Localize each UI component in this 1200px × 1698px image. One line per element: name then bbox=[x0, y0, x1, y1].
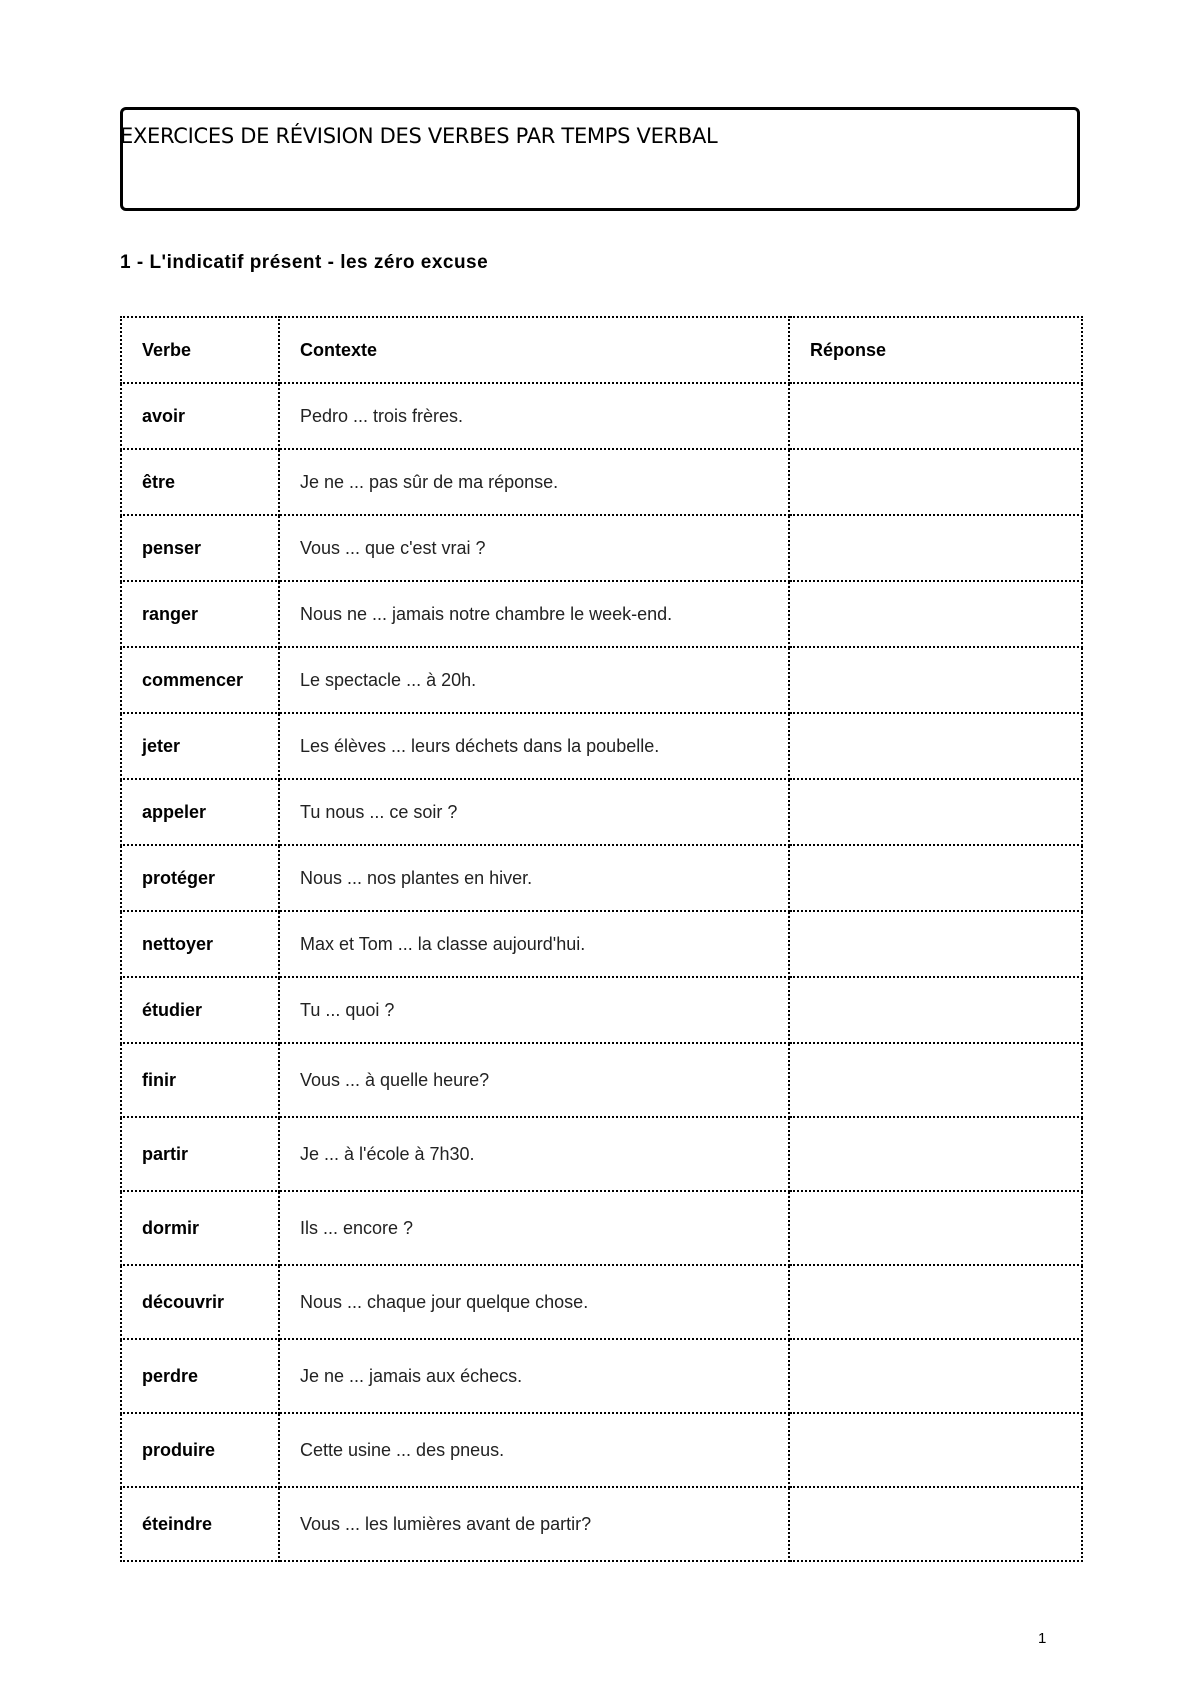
context-cell: Les élèves ... leurs déchets dans la poubelle. bbox=[279, 713, 789, 779]
answer-cell[interactable] bbox=[789, 1413, 1082, 1487]
context-cell: Vous ... les lumières avant de partir? bbox=[279, 1487, 789, 1561]
table-row bbox=[121, 977, 1082, 1043]
answer-cell[interactable] bbox=[789, 845, 1082, 911]
table-row bbox=[121, 1339, 1082, 1413]
answer-cell[interactable] bbox=[789, 515, 1082, 581]
verb-cell: découvrir bbox=[121, 1265, 279, 1339]
context-cell: Max et Tom ... la classe aujourd'hui. bbox=[279, 911, 789, 977]
context-cell: Le spectacle ... à 20h. bbox=[279, 647, 789, 713]
answer-cell[interactable] bbox=[789, 647, 1082, 713]
context-cell: Vous ... que c'est vrai ? bbox=[279, 515, 789, 581]
verb-cell: produire bbox=[121, 1413, 279, 1487]
header-verbe: Verbe bbox=[121, 317, 279, 383]
table-header-row bbox=[121, 317, 1082, 383]
table-row bbox=[121, 911, 1082, 977]
answer-cell[interactable] bbox=[789, 1043, 1082, 1117]
context-cell: Je ne ... pas sûr de ma réponse. bbox=[279, 449, 789, 515]
verb-cell: perdre bbox=[121, 1339, 279, 1413]
verb-exercise-table bbox=[120, 316, 1083, 1562]
context-cell: Je ... à l'école à 7h30. bbox=[279, 1117, 789, 1191]
section-heading: 1 - L'indicatif présent - les zéro excuse bbox=[120, 252, 489, 273]
title-box bbox=[120, 107, 1080, 211]
table-row bbox=[121, 1043, 1082, 1117]
answer-cell[interactable] bbox=[789, 1191, 1082, 1265]
table-row bbox=[121, 779, 1082, 845]
verb-cell: dormir bbox=[121, 1191, 279, 1265]
table-row bbox=[121, 383, 1082, 449]
verb-cell: être bbox=[121, 449, 279, 515]
context-cell: Vous ... à quelle heure? bbox=[279, 1043, 789, 1117]
header-reponse: Réponse bbox=[789, 317, 1082, 383]
answer-cell[interactable] bbox=[789, 977, 1082, 1043]
answer-cell[interactable] bbox=[789, 779, 1082, 845]
table-row bbox=[121, 647, 1082, 713]
context-cell: Nous ... nos plantes en hiver. bbox=[279, 845, 789, 911]
verb-cell: ranger bbox=[121, 581, 279, 647]
answer-cell[interactable] bbox=[789, 1339, 1082, 1413]
context-cell: Tu ... quoi ? bbox=[279, 977, 789, 1043]
context-cell: Ils ... encore ? bbox=[279, 1191, 789, 1265]
answer-cell[interactable] bbox=[789, 1265, 1082, 1339]
page-number: 1 bbox=[1038, 1630, 1047, 1647]
table-row bbox=[121, 1117, 1082, 1191]
table-row bbox=[121, 1265, 1082, 1339]
table-row bbox=[121, 713, 1082, 779]
verb-cell: éteindre bbox=[121, 1487, 279, 1561]
verb-cell: protéger bbox=[121, 845, 279, 911]
context-cell: Nous ne ... jamais notre chambre le week-end. bbox=[279, 581, 789, 647]
verb-cell: jeter bbox=[121, 713, 279, 779]
verb-cell: penser bbox=[121, 515, 279, 581]
table-row bbox=[121, 515, 1082, 581]
verb-cell: avoir bbox=[121, 383, 279, 449]
verb-cell: partir bbox=[121, 1117, 279, 1191]
verb-cell: finir bbox=[121, 1043, 279, 1117]
table-row bbox=[121, 1413, 1082, 1487]
document-title: EXERCICES DE RÉVISION DES VERBES PAR TEMPS VERBAL bbox=[120, 124, 718, 148]
table-row bbox=[121, 1487, 1082, 1561]
context-cell: Nous ... chaque jour quelque chose. bbox=[279, 1265, 789, 1339]
answer-cell[interactable] bbox=[789, 911, 1082, 977]
context-cell: Pedro ... trois frères. bbox=[279, 383, 789, 449]
table-row bbox=[121, 581, 1082, 647]
answer-cell[interactable] bbox=[789, 1117, 1082, 1191]
context-cell: Cette usine ... des pneus. bbox=[279, 1413, 789, 1487]
verb-cell: étudier bbox=[121, 977, 279, 1043]
answer-cell[interactable] bbox=[789, 383, 1082, 449]
context-cell: Je ne ... jamais aux échecs. bbox=[279, 1339, 789, 1413]
answer-cell[interactable] bbox=[789, 581, 1082, 647]
table-row bbox=[121, 845, 1082, 911]
header-contexte: Contexte bbox=[279, 317, 789, 383]
answer-cell[interactable] bbox=[789, 1487, 1082, 1561]
table-row bbox=[121, 449, 1082, 515]
verb-cell: nettoyer bbox=[121, 911, 279, 977]
verb-cell: commencer bbox=[121, 647, 279, 713]
answer-cell[interactable] bbox=[789, 449, 1082, 515]
table-row bbox=[121, 1191, 1082, 1265]
context-cell: Tu nous ... ce soir ? bbox=[279, 779, 789, 845]
verb-cell: appeler bbox=[121, 779, 279, 845]
answer-cell[interactable] bbox=[789, 713, 1082, 779]
